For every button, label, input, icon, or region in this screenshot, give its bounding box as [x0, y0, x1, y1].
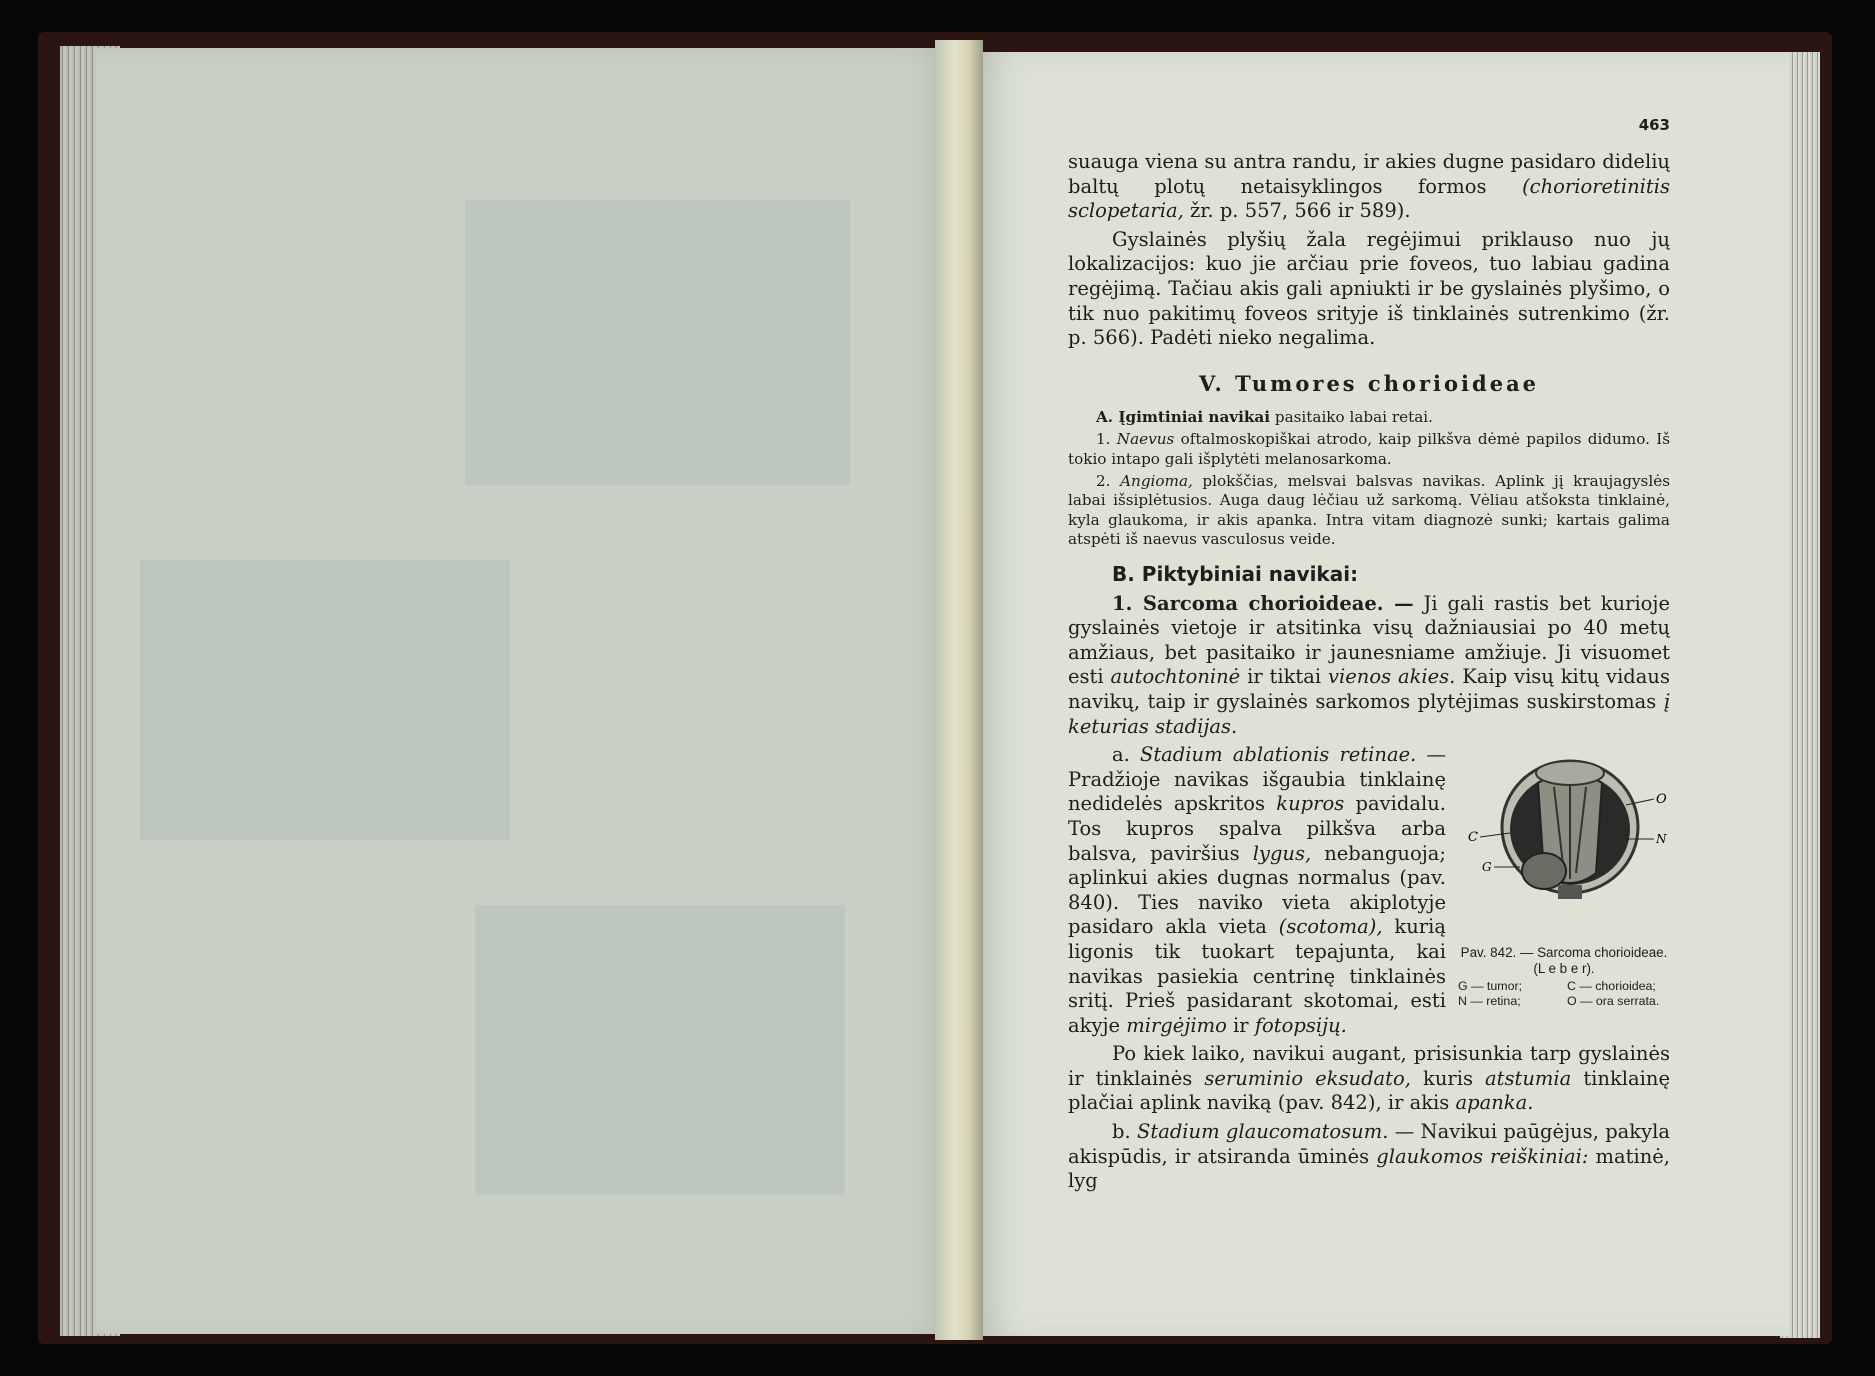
paragraph-3: [1068, 592, 1670, 740]
section-heading: V. Tumores chorioideae: [1198, 370, 1540, 396]
italic-term: Angioma,: [1120, 471, 1193, 490]
italic-term: seruminio eksudato,: [1204, 1066, 1411, 1090]
page-content: [1068, 110, 1670, 1194]
text: pasitaiko labai retai.: [1270, 407, 1433, 426]
label-g: G: [1482, 860, 1492, 875]
text: nebanguoja; aplinkui akies dugnas normalus (pav. 840). Ties naviko vieta akiplotyje pasidaro akla vieta: [1068, 841, 1446, 939]
text: ir tiktai: [1240, 665, 1328, 689]
legend-item: G — tumor;: [1458, 979, 1523, 994]
italic-term: vienos akies.: [1327, 665, 1456, 689]
text: suauga viena su antra randu, ir akies dugne pasidaro didelių baltų plotų netaisyklingos formos: [1068, 150, 1670, 198]
legend-item: O — ora serrata.: [1567, 994, 1660, 1009]
figure-legend: [1458, 979, 1670, 1009]
italic-term: mirgėjimo: [1126, 1013, 1227, 1037]
figure-block: [1068, 743, 1670, 1038]
text: oftalmoskopiškai atrodo, kaip pilkšva dėmė papilos didumo. Iš tokio intapo gali išplytėti melanosarkoma.: [1068, 430, 1671, 468]
italic-term: apanka.: [1455, 1091, 1534, 1115]
italic-term: į keturias stadijas.: [1068, 689, 1670, 738]
paragraph-5: [1068, 1042, 1670, 1116]
italic-term: (chorioretinitis sclopetaria,: [1068, 174, 1670, 223]
text: — Pradžioje navikas išgaubia tinklainę nedidelės apskritos: [1068, 743, 1446, 816]
italic-term: Naevus: [1116, 430, 1175, 449]
list-item-2: [1068, 472, 1670, 550]
italic-term: lygus,: [1252, 841, 1312, 865]
paragraph-4: [1068, 743, 1446, 1038]
text: tinklainę plačiai aplink naviką (pav. 842), ir akis: [1068, 1066, 1670, 1115]
book-gutter: [935, 40, 983, 1340]
legend-item: N — retina;: [1458, 994, 1521, 1009]
text: ir: [1226, 1013, 1255, 1037]
figure-842: [1458, 743, 1670, 1009]
label-o: O: [1656, 792, 1667, 808]
text: plokščias, melsvai balsvas navikas. Aplink jį kraujagyslės labai išsiplėtusios. Auga daug lėčiau už sarkomą. Vėliau atšoksta tinklainė, kyla glaukoma, ir akis apanka. Intra vitam diagnozė sunki; kartais galima atspėti iš naevus vasculosus veide.: [1068, 471, 1670, 549]
subsection-a-label: A. Įgimtiniai navikai: [1096, 407, 1271, 426]
text: b.: [1112, 1120, 1137, 1144]
italic-term: Stadium glaucomatosum.: [1137, 1120, 1389, 1144]
italic-term: kupros: [1276, 792, 1345, 816]
page-number: 463: [1638, 116, 1670, 134]
figure-caption: Pav. 842. — Sarcoma chorioideae. (L e b e r).: [1460, 945, 1668, 977]
paragraph-6: [1068, 1120, 1670, 1194]
paragraph-1: [1068, 150, 1670, 224]
italic-term: autochtoninė: [1110, 665, 1241, 689]
text: Kaip visų kitų vidaus navikų, taip ir gyslainės sarkomos plytėjimas suskirstomas: [1068, 665, 1670, 713]
show-through-shadow: [140, 560, 510, 840]
italic-term: (scotoma),: [1278, 915, 1383, 939]
text: — Navikui paūgėjus, pakyla akispūdis, ir atsiranda ūminės: [1068, 1120, 1670, 1168]
text: Ji gali rastis bet kurioje gyslainės vietoje ir atsitinka visų dažniausiai po 40 metų amžiaus, bet pasitaiko ir jaunesniame amžiuje. Ji visuomet esti: [1068, 591, 1671, 689]
label-n: N: [1656, 832, 1667, 847]
text: pavidalu. Tos kupros spalva pilkšva arba balsva, paviršius: [1068, 792, 1446, 865]
bold-term: 1. Sarcoma chorioideae. —: [1112, 591, 1414, 615]
italic-term: atstumia: [1485, 1066, 1572, 1090]
text: a.: [1112, 743, 1140, 767]
item-number: 1.: [1096, 430, 1117, 449]
label-c: C: [1468, 830, 1478, 846]
show-through-shadow: [465, 200, 850, 485]
subsection-a: [1068, 408, 1670, 427]
italic-term: glaukomos reiškiniai:: [1376, 1144, 1589, 1168]
text: žr. p. 557, 566 ir 589).: [1183, 199, 1411, 223]
subsection-b-heading: B. Piktybiniai navikai:: [1112, 561, 1359, 586]
list-item-1: [1068, 430, 1670, 469]
item-number: 2.: [1096, 471, 1121, 490]
italic-term: fotopsijų.: [1254, 1013, 1347, 1037]
text: kuris: [1410, 1066, 1486, 1090]
text: matinė, lyg: [1068, 1144, 1670, 1193]
italic-term: Stadium ablationis retinae.: [1139, 743, 1417, 767]
text: Po kiek laiko, navikui augant, prisisunkia tarp gyslainės ir tinklainės: [1068, 1042, 1670, 1090]
show-through-shadow: [475, 905, 845, 1195]
paragraph-2: Gyslainės plyšių žala regėjimui priklauso nuo jų lokalizacijos: kuo jie arčiau prie foveos, tuo labiau gadina regėjimą. Tačiau akis gali apniukti ir be gyslainės plyšimo, o tik nuo pakitimų foveos srityje iš tinklainės sutrenkimo (žr. p. 566). Padėti nieko negalima.: [1068, 227, 1670, 350]
eye-cross-section-illustration: [1458, 743, 1670, 943]
legend-item: C — chorioidea;: [1567, 979, 1656, 994]
text: kurią ligonis tik tuokart tepajunta, kai navikas pasiekia centrinę tinklainės sritį. Prieš pasidarant skotomai, esti akyje: [1068, 915, 1446, 1037]
